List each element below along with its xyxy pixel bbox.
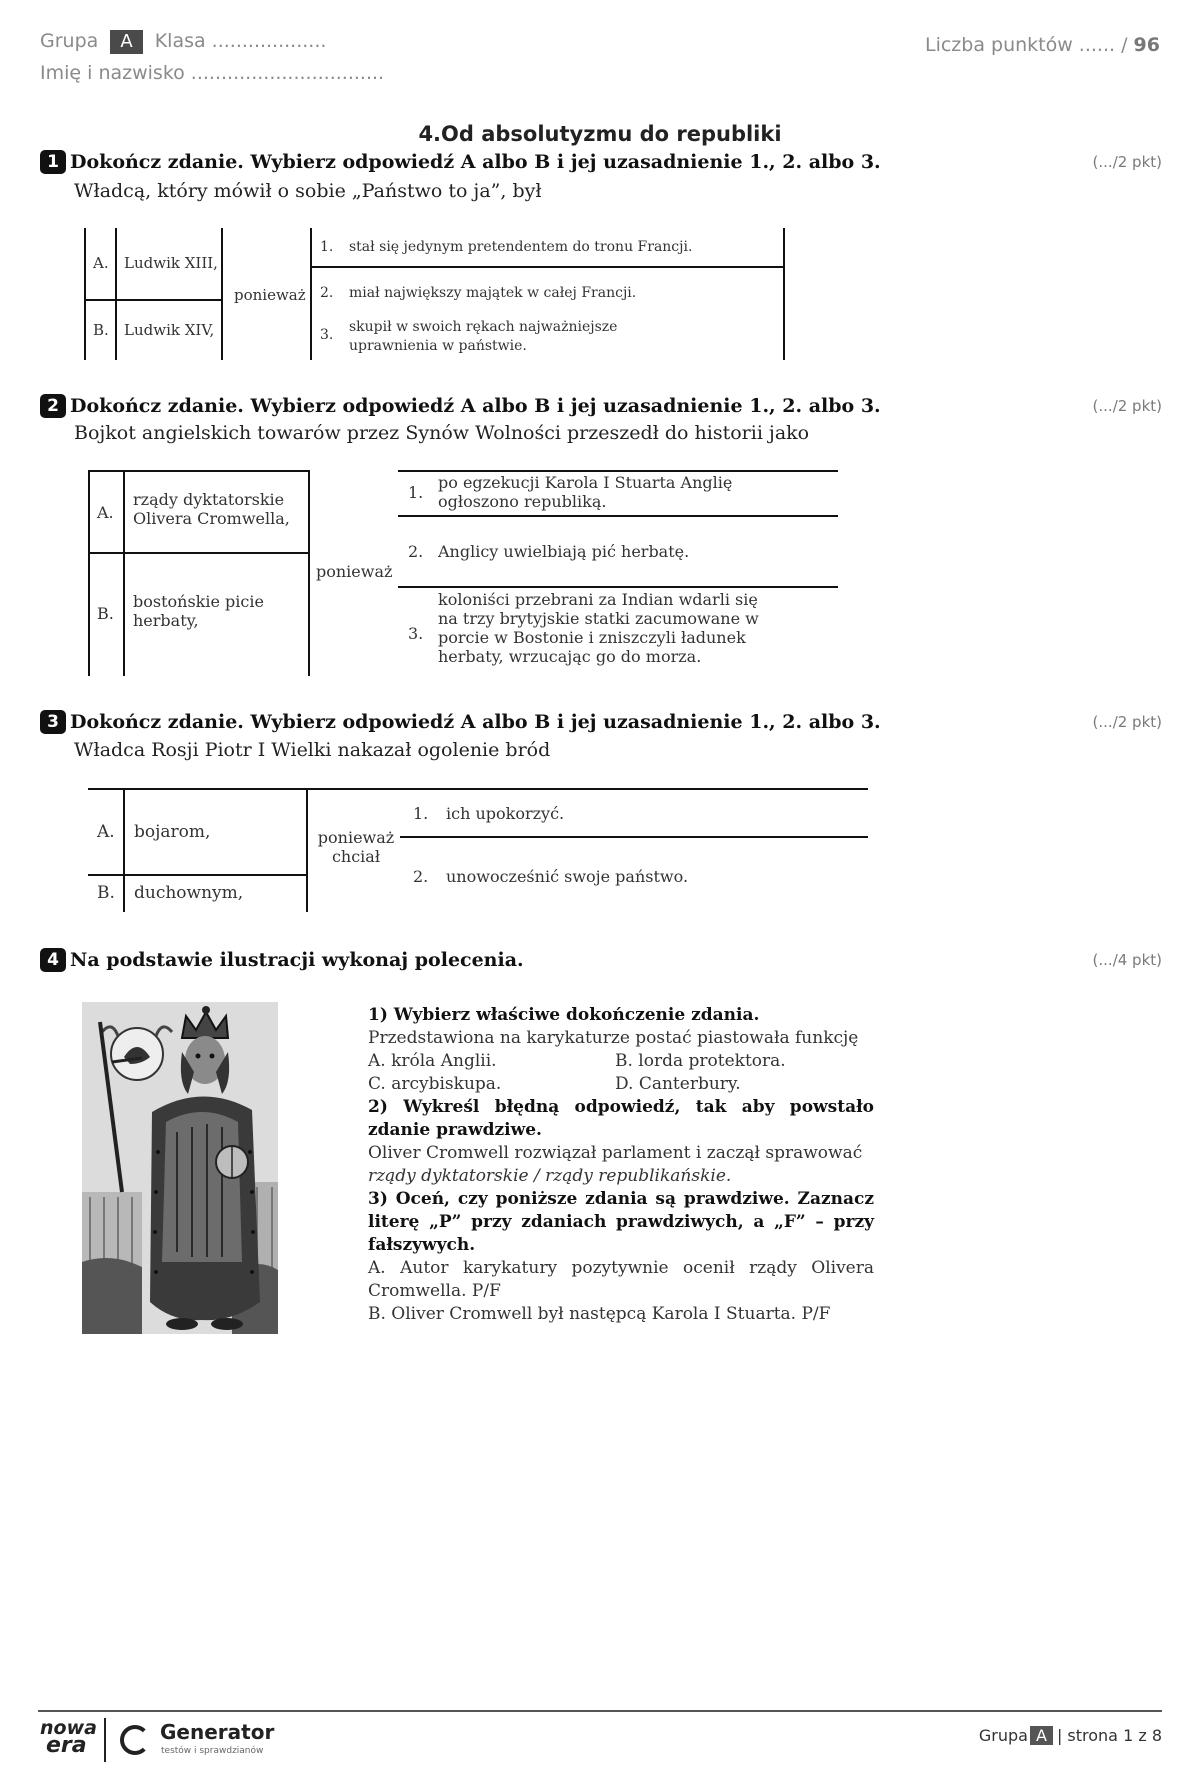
task-1-reason-1-text: stał się jedynym pretendentem do tronu Francji. (349, 239, 693, 255)
score-max: 96 (1133, 34, 1160, 56)
task-3-reason-1-text: ich upokorzyć. (446, 804, 565, 823)
task-4-q2-title: 2) Wykreśl błędną odpowiedź, tak aby powstało zdanie prawdziwe. (368, 1097, 874, 1140)
task-2-option-b-letter: B. (97, 604, 114, 623)
task-4-q3-title: 3) Oceń, czy poniższe zdania są prawdziwe. Zaznacz literę „P” przy zdaniach prawdziwych, a „F” – przy fałszywych. (368, 1189, 874, 1255)
task-3-option-b-text: duchownym, (134, 883, 244, 903)
footer-page-info (979, 1726, 1162, 1745)
task-1-reason-2-num: 2. (320, 285, 334, 301)
task-3-points: (.../2 pkt) (1092, 713, 1162, 731)
task-1-reason-1-num: 1. (320, 239, 334, 255)
task-2-option-a-letter: A. (97, 503, 114, 522)
task-2-number: 2 (40, 394, 66, 418)
task-3-option-a-letter: A. (97, 822, 115, 842)
task-1-connector: ponieważ (234, 286, 306, 304)
task-2-reason-2-text: Anglicy uwielbiają pić herbatę. (438, 542, 690, 561)
task-4-q3-statement-b: B. Oliver Cromwell był następcą Karola I Stuarta. P/F (368, 1304, 831, 1324)
task-2-connector: ponieważ (316, 562, 393, 581)
nowa-era-logo (40, 1717, 97, 1758)
task-4-q1-option-a: A. króla Anglii. (368, 1051, 497, 1071)
task-3-instruction (40, 710, 881, 734)
task-1-instruction-text: Dokończ zdanie. Wybierz odpowiedź A albo B i jej uzasadnienie 1., 2. albo 3. (70, 151, 881, 173)
task-3-option-a-text: bojarom, (134, 822, 211, 842)
task-4-q1-option-c: C. arcybiskupa. (368, 1074, 502, 1094)
generator-subtitle: testów i sprawdzianów (161, 1746, 264, 1756)
task-2-reason-2-num: 2. (408, 542, 424, 561)
task-1-reason-3-num: 3. (320, 327, 334, 343)
footer-group-label: Grupa (978, 1726, 1028, 1745)
task-4-q1-option-d: D. Canterbury. (615, 1074, 741, 1094)
task-2-reason-1-num: 1. (408, 483, 424, 502)
task-3-instruction-text: Dokończ zdanie. Wybierz odpowiedź A albo B i jej uzasadnienie 1., 2. albo 3. (70, 711, 881, 733)
task-2-reason-3-num: 3. (408, 624, 424, 643)
task-1-instruction (40, 150, 881, 174)
task-4-q1-option-b: B. lorda protektora. (615, 1051, 786, 1071)
task-2-reason-1-text: po egzekucji Karola I Stuarta Anglię ogłoszono republiką. (438, 473, 733, 511)
generator-logo-icon (120, 1725, 150, 1755)
task-3-table (88, 788, 868, 912)
task-2-instruction-text: Dokończ zdanie. Wybierz odpowiedź A albo B i jej uzasadnienie 1., 2. albo 3. (70, 395, 881, 417)
task-1-stem: Władcą, który mówił o sobie „Państwo to ja”, był (74, 180, 542, 202)
task-3-stem: Władca Rosji Piotr I Wielki nakazał ogolenie bród (74, 739, 551, 761)
task-4-instruction-text: Na podstawie ilustracji wykonaj polecenia. (70, 949, 524, 971)
task-4-q1-title: 1) Wybierz właściwe dokończenie zdania. (368, 1005, 760, 1025)
task-4-q3-statement-a: A. Autor karykatury pozytywnie ocenił rządy Olivera Cromwella. P/F (368, 1258, 874, 1301)
score-field (925, 34, 1160, 56)
task-4-q1-stem: Przedstawiona na karykaturze postać piastowała funkcję (368, 1028, 859, 1048)
task-2-table (88, 470, 838, 676)
task-4-q2-choice: rządy dyktatorskie / rządy republikańskie. (368, 1166, 732, 1186)
task-1-points: (.../2 pkt) (1092, 153, 1162, 171)
logo-era-text: era (46, 1733, 87, 1758)
student-name-field: Imię i nazwisko ................................ (40, 62, 385, 84)
footer-page-number: | strona 1 z 8 (1056, 1726, 1162, 1745)
page-title: 4.Od absolutyzmu do republiki (418, 122, 782, 146)
task-4-q1-options-row-1 (368, 1050, 874, 1073)
task-4-q2-text: Oliver Cromwell rozwiązał parlament i zaczął sprawować (368, 1143, 863, 1163)
task-3-number: 3 (40, 710, 66, 734)
task-1-option-a-letter: A. (93, 254, 109, 272)
task-4-questions (368, 1004, 874, 1326)
footer-rule (38, 1710, 1162, 1712)
task-1-option-b-text: Ludwik XIV, (124, 321, 215, 339)
task-2-stem: Bojkot angielskich towarów przez Synów Wolności przeszedł do historii jako (74, 422, 810, 444)
task-3-option-b-letter: B. (97, 883, 115, 903)
task-4-points: (.../4 pkt) (1092, 951, 1162, 969)
task-2-instruction (40, 394, 881, 418)
task-1-reason-3-text: skupił w swoich rękach najważniejsze uprawnienia w państwie. (349, 319, 618, 354)
task-2-reason-3-text: koloniści przebrani za Indian wdarli się na trzy brytyjskie statki zacumowane w porcie w Bostonie i zniszczyli ładunek herbaty, wrzucając go do morza. (438, 590, 759, 666)
generator-name: Generator (160, 1720, 275, 1744)
task-4-instruction (40, 948, 524, 972)
task-4-number: 4 (40, 948, 66, 972)
cromwell-caricature-image (82, 1002, 278, 1334)
task-2-option-b-text: bostońskie picie herbaty, (133, 592, 264, 630)
group-label: Grupa (40, 30, 99, 52)
footer-logo-divider (104, 1718, 106, 1762)
task-3-reason-2-text: unowocześnić swoje państwo. (446, 867, 689, 886)
logo-nowa-text: nowa (40, 1717, 97, 1739)
task-3-reason-2-num: 2. (413, 867, 429, 886)
task-1-reason-2-text: miał największy majątek w całej Francji. (349, 285, 637, 301)
task-4-q1-options-row-2 (368, 1073, 874, 1096)
header-group-line (40, 30, 326, 54)
task-3-reason-1-num: 1. (413, 804, 429, 823)
task-2-points: (.../2 pkt) (1092, 397, 1162, 415)
task-3-connector: ponieważ chciał (317, 828, 395, 866)
task-2-option-a-text: rządy dyktatorskie Olivera Cromwella, (133, 490, 290, 528)
task-1-option-a-text: Ludwik XIII, (124, 254, 218, 272)
footer-group-badge: A (1030, 1726, 1053, 1745)
task-1-option-b-letter: B. (93, 321, 109, 339)
score-label: Liczba punktów ...... / (924, 34, 1128, 56)
group-badge: A (110, 30, 142, 54)
task-1-number: 1 (40, 150, 66, 174)
task-1-table (84, 228, 784, 360)
class-field: Klasa ................... (154, 30, 327, 52)
